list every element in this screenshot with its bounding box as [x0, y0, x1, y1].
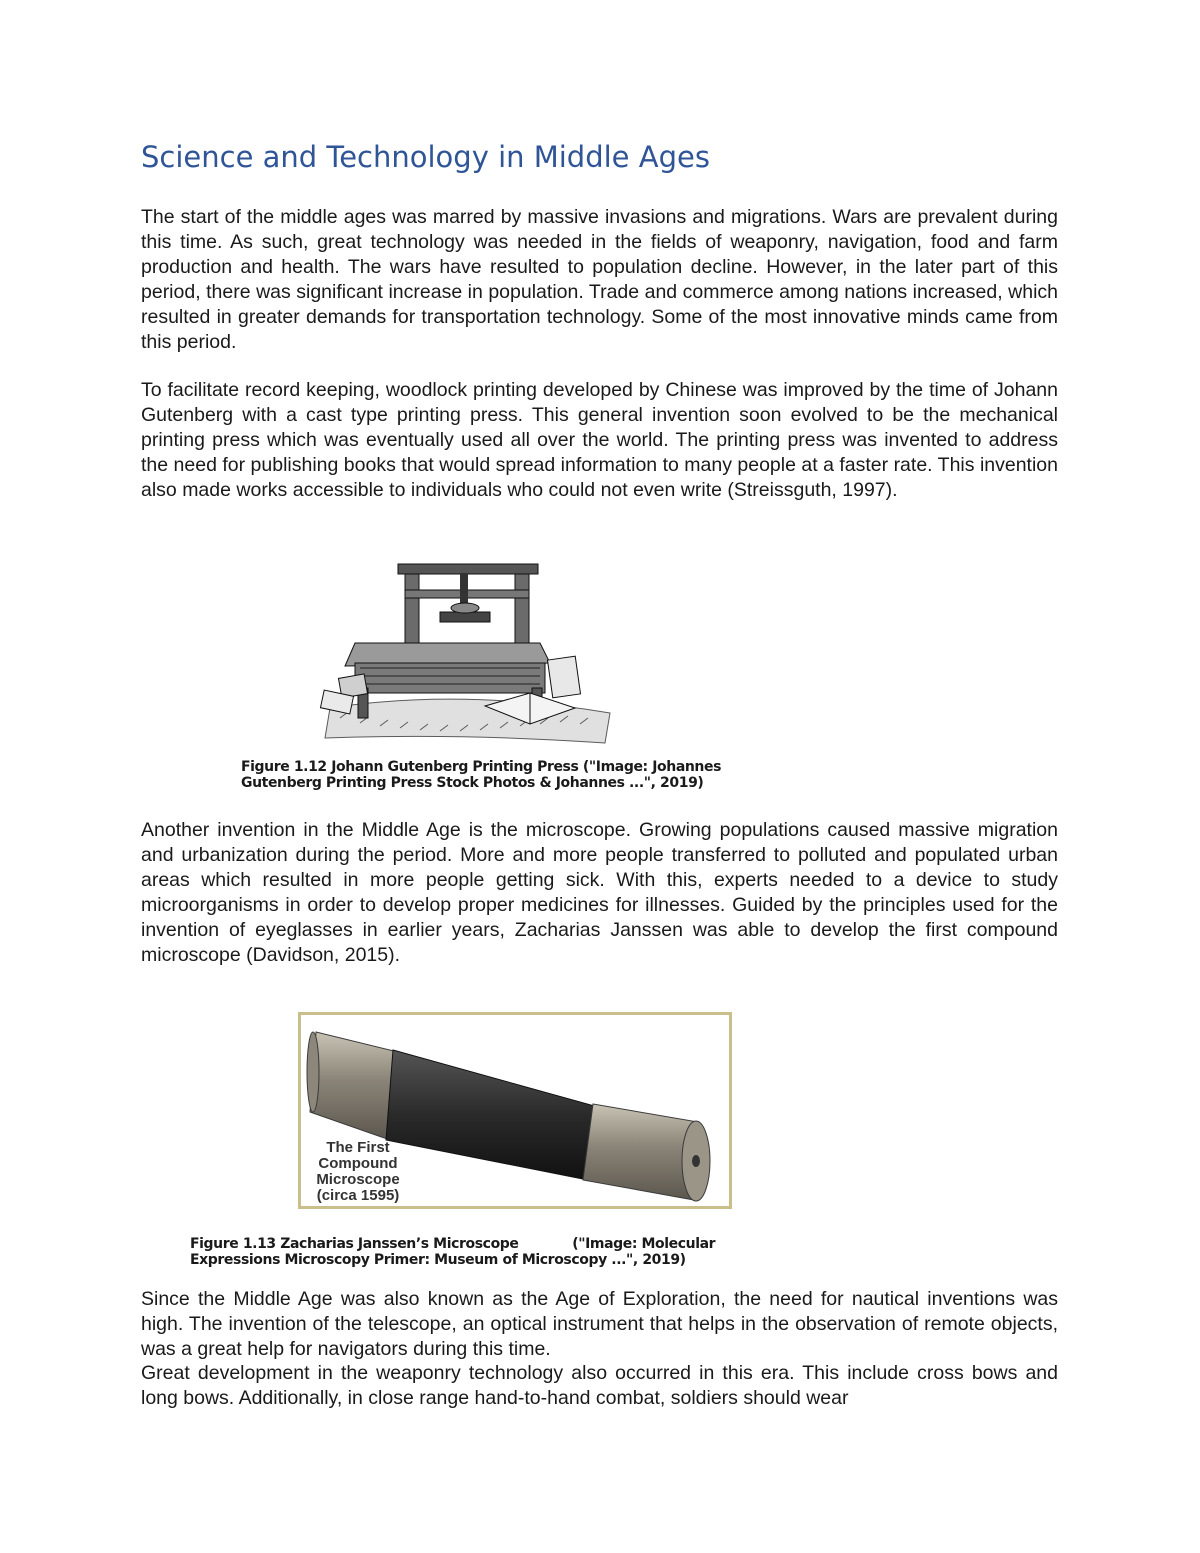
- microscope-image: [298, 1012, 732, 1209]
- paragraph-printing-press: To facilitate record keeping, woodlock printing developed by Chinese was improved by the time of Johann Gutenberg with a cast type printing press. This general invention soon evolved to be the mechanical printing press which was eventually used all over the world. The printing press was invented to address the need for publishing books that would spread information to many people at a faster rate. This invention also made works accessible to individuals who could not even write (Streissguth, 1997).: [141, 379, 1058, 501]
- paragraph-microscope: Another invention in the Middle Age is the microscope. Growing populations caused massive migration and urbanization during the period. More and more people transferred to polluted and populated urban areas which resulted in more people getting sick. With this, experts needed to a device to study microorganisms in order to develop proper medicines for illnesses. Guided by the principles used for the invention of eyeglasses in earlier years, Zacharias Janssen was able to develop the first compound microscope (Davidson, 2015).: [141, 819, 1058, 966]
- image-label-line: The First: [326, 1139, 390, 1156]
- paragraph-intro: The start of the middle ages was marred by massive invasions and migrations. Wars are prevalent during this time. As such, great technology was needed in the fields of weaponry, navigation, food and farm production and health. The wars have resulted to population decline. However, in the later part of this period, there was significant increase in population. Trade and commerce among nations increased, which resulted in greater demands for transportation technology. Some of the most innovative minds came from this period.: [141, 206, 1058, 353]
- caption-line: Figure 1.12 Johann Gutenberg Printing Press ("Image: Johannes: [241, 759, 722, 775]
- paragraph-telescope: Since the Middle Age was also known as the Age of Exploration, the need for nautical inventions was high. The invention of the telescope, an optical instrument that helps in the observation of remote objects, was a great help for navigators during this time.: [141, 1288, 1058, 1360]
- printing-press-image: [300, 548, 622, 748]
- image-label-line: Microscope: [316, 1171, 400, 1188]
- page-title: Science and Technology in Middle Ages: [141, 140, 710, 174]
- figure-caption-microscope: [190, 1236, 715, 1268]
- figure-caption-printing-press: [241, 759, 721, 791]
- paragraph-weaponry: Great development in the weaponry technology also occurred in this era. This include cross bows and long bows. Additionally, in close range hand-to-hand combat, soldiers should wear: [141, 1362, 1058, 1409]
- caption-line: Expressions Microscopy Primer: Museum of Microscopy ...", 2019): [190, 1252, 686, 1268]
- image-label-line: (circa 1595): [316, 1187, 400, 1204]
- image-label-line: Compound: [318, 1155, 398, 1172]
- caption-line: Gutenberg Printing Press Stock Photos & Johannes ...", 2019): [241, 775, 704, 791]
- caption-line: Figure 1.13 Zacharias Janssen’s Microscope ("Image: Molecular: [190, 1236, 716, 1252]
